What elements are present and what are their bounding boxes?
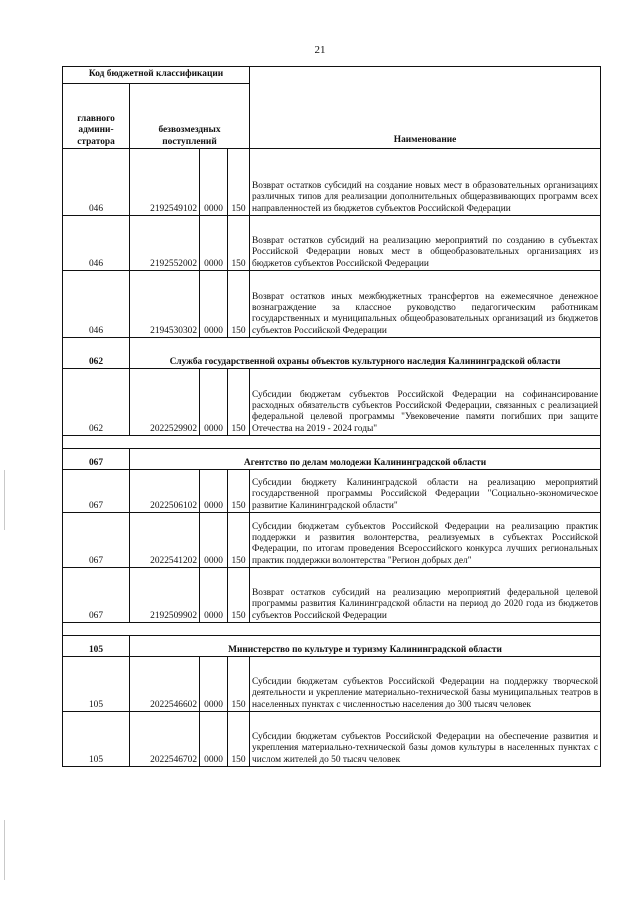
budget-code-cell: 2192509902 [130, 568, 200, 623]
description-cell: Возврат остатков субсидий на создание новых мест в образовательных организациях различных типов для реализации дополнительных общеразвивающих программ всех направленностей из бюджетов субъектов Российской Федерации [250, 149, 601, 216]
description-cell: Субсидии бюджету Калининградской области на реализацию мероприятий государственной программы Российской Федерации "Социально-экономическое развитие Калининградской области" [250, 470, 601, 513]
subcode-cell: 0000 [200, 271, 228, 338]
description-cell: Субсидии бюджетам субъектов Российской Федерации на поддержку творческой деятельности и укрепление материально-технической базы муниципальных театров в населенных пунктах с численностью населения до 300 тысяч человек [250, 657, 601, 712]
admin-code-cell: 046 [63, 271, 130, 338]
budget-code-cell: 2022506102 [130, 470, 200, 513]
header-name: Наименование [250, 67, 601, 149]
description-cell: Субсидии бюджетам субъектов Российской Федерации на софинансирование расходных обязательств субъектов Российской Федерации, связанных с реализацией федеральной целевой программы "Увековечение памяти погибших при защите Отечества на 2019 - 2024 годы" [250, 369, 601, 436]
section-admin-code: 067 [63, 449, 130, 470]
budget-code-cell: 2192549102 [130, 149, 200, 216]
table-row [63, 513, 601, 568]
admin-code-cell: 105 [63, 657, 130, 712]
table-row [63, 470, 601, 513]
admin-code-cell: 067 [63, 513, 130, 568]
header-free-receipts: безвозмездных поступлений [130, 84, 250, 149]
page-number: 21 [314, 44, 326, 56]
table-row [63, 149, 601, 216]
budget-code-cell: 2022541202 [130, 513, 200, 568]
kosgu-cell: 150 [228, 513, 250, 568]
section-row [63, 636, 601, 657]
subcode-cell: 0000 [200, 513, 228, 568]
table-row [63, 271, 601, 338]
subcode-cell: 0000 [200, 568, 228, 623]
subcode-cell: 0000 [200, 216, 228, 271]
admin-code-cell: 046 [63, 216, 130, 271]
scan-margin-mark [4, 470, 5, 530]
kosgu-cell: 150 [228, 568, 250, 623]
kosgu-cell: 150 [228, 657, 250, 712]
budget-code-cell: 2022546602 [130, 657, 200, 712]
spacer-row [63, 623, 601, 636]
kosgu-cell: 150 [228, 470, 250, 513]
subcode-cell: 0000 [200, 149, 228, 216]
section-admin-code: 062 [63, 338, 130, 369]
kosgu-cell: 150 [228, 369, 250, 436]
spacer-cell [63, 623, 601, 636]
budget-code-cell: 2022529902 [130, 369, 200, 436]
section-title: Служба государственной охраны объектов культурного наследия Калининградской области [130, 338, 601, 369]
table-row [63, 712, 601, 767]
admin-code-cell: 046 [63, 149, 130, 216]
table-row [63, 657, 601, 712]
kosgu-cell: 150 [228, 216, 250, 271]
budget-classification-table [62, 66, 601, 767]
admin-code-cell: 067 [63, 568, 130, 623]
scan-margin-mark [4, 820, 5, 880]
table-row [63, 369, 601, 436]
section-admin-code: 105 [63, 636, 130, 657]
section-row [63, 449, 601, 470]
description-cell: Субсидии бюджетам субъектов Российской Федерации на реализацию практик поддержки и развития волонтерства, реализуемых в субъектах Российской Федерации, по итогам проведения Всероссийского конкурса лучших региональных практик поддержки волонтерства "Регион добрых дел" [250, 513, 601, 568]
spacer-row [63, 436, 601, 449]
kosgu-cell: 150 [228, 271, 250, 338]
subcode-cell: 0000 [200, 657, 228, 712]
admin-code-cell: 062 [63, 369, 130, 436]
subcode-cell: 0000 [200, 369, 228, 436]
table-row [63, 216, 601, 271]
budget-code-cell: 2194530302 [130, 271, 200, 338]
description-cell: Возврат остатков иных межбюджетных трансфертов на ежемесячное денежное вознаграждение за классное руководство педагогическим работникам государственных и муниципальных общеобразовательных организаций из бюджетов субъектов Российской Федерации [250, 271, 601, 338]
description-cell: Возврат остатков субсидий на реализацию мероприятий федеральной целевой программы развития Калининградской области на период до 2020 года из бюджетов субъектов Российской Федерации [250, 568, 601, 623]
header-main-admin: главного админи-стратора [63, 84, 130, 149]
header-budget-code: Код бюджетной классификации [63, 67, 250, 84]
section-row [63, 338, 601, 369]
admin-code-cell: 105 [63, 712, 130, 767]
kosgu-cell: 150 [228, 712, 250, 767]
budget-code-cell: 2192552002 [130, 216, 200, 271]
subcode-cell: 0000 [200, 470, 228, 513]
kosgu-cell: 150 [228, 149, 250, 216]
table-body [63, 149, 601, 767]
budget-code-cell: 2022546702 [130, 712, 200, 767]
table-row [63, 568, 601, 623]
subcode-cell: 0000 [200, 712, 228, 767]
admin-code-cell: 067 [63, 470, 130, 513]
spacer-cell [63, 436, 601, 449]
description-cell: Возврат остатков субсидий на реализацию мероприятий по созданию в субъектах Российской Федерации новых мест в общеобразовательных организациях из бюджетов субъектов Российской Федерации [250, 216, 601, 271]
section-title: Министерство по культуре и туризму Калининградской области [130, 636, 601, 657]
description-cell: Субсидии бюджетам субъектов Российской Федерации на обеспечение развития и укрепления материально-технической базы домов культуры в населенных пунктах с числом жителей до 50 тысяч человек [250, 712, 601, 767]
section-title: Агентство по делам молодежи Калининградской области [130, 449, 601, 470]
